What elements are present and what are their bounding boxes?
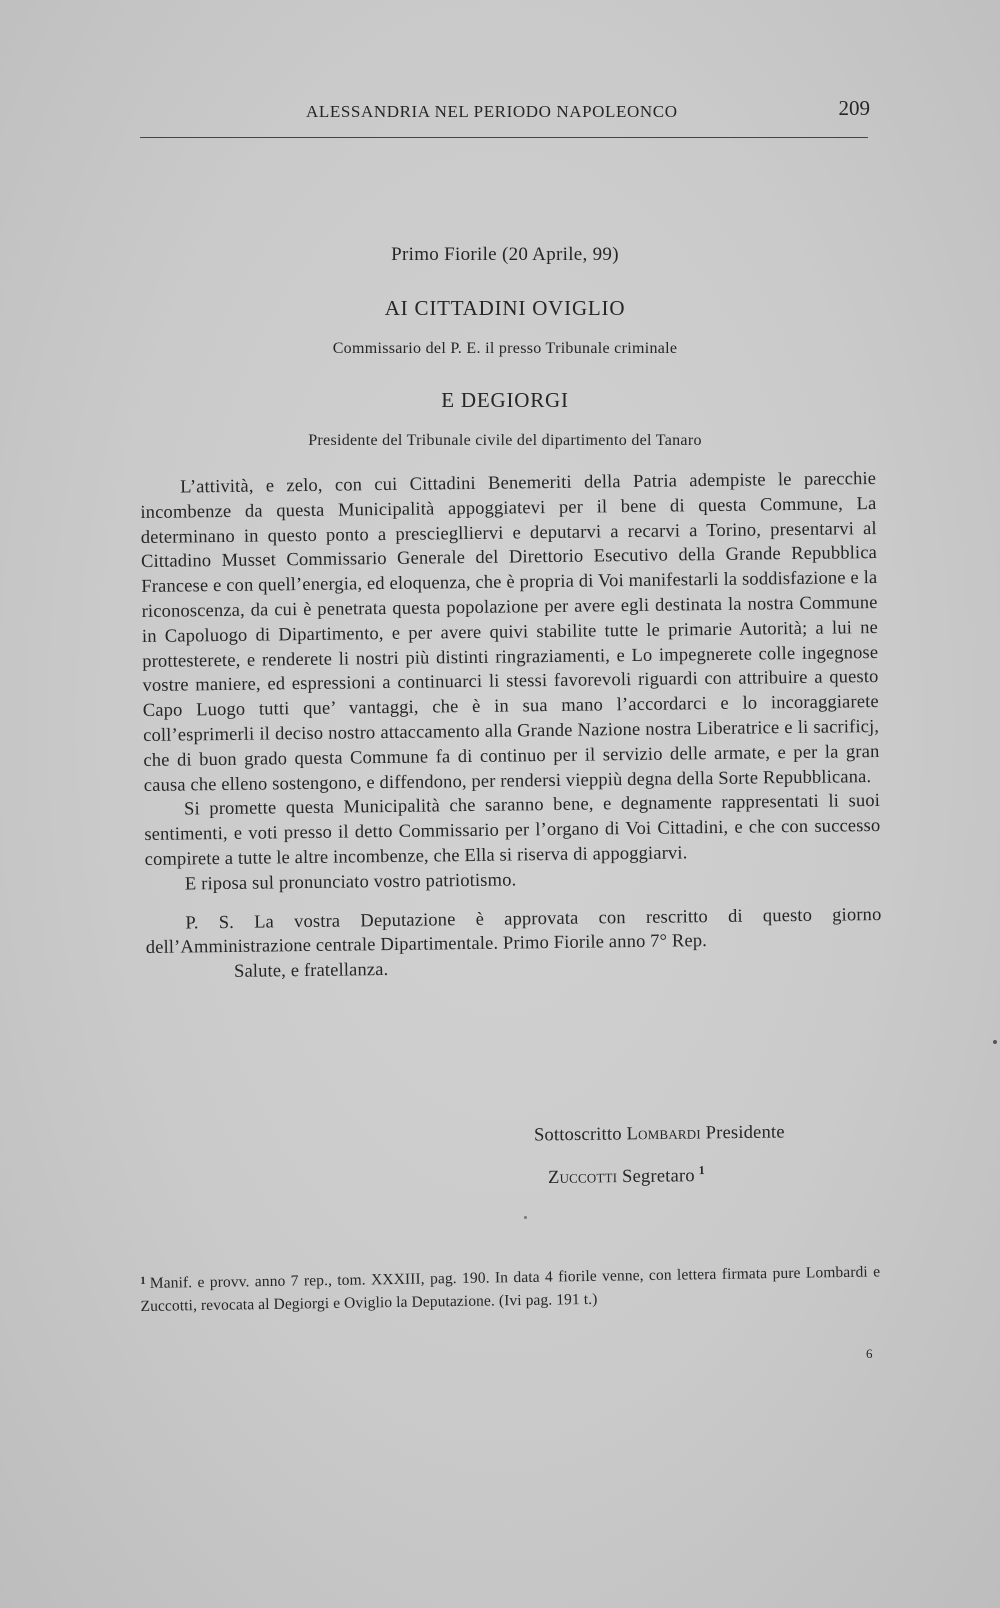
signature-name-secretary: Zuccotti — [547, 1167, 618, 1188]
signature-title-president: Presidente — [705, 1122, 785, 1144]
signature-prefix: Sottoscritto — [533, 1124, 622, 1146]
addressee-role-2: Presidente del Tribunale civile del dipartimento del Tanaro — [308, 432, 702, 449]
sheet-signature-mark: 6 — [866, 1346, 873, 1361]
running-title: ALESSANDRIA NEL PERIODO NAPOLEONCO — [306, 102, 678, 121]
header-rule — [140, 137, 868, 138]
footnote-reference: 1 — [698, 1163, 705, 1178]
letter-body — [140, 467, 882, 986]
addressee-role-1: Commissario del P. E. il presso Tribunale criminale — [332, 340, 678, 357]
footnote — [140, 1258, 881, 1318]
signature-name-president: Lombardi — [626, 1123, 701, 1145]
ink-speck — [993, 1040, 997, 1044]
signature-president — [534, 1122, 785, 1146]
body-paragraph-2: Si promette questa Municipalità che saranno bene, e degnamente rappresentati li suoi sentimenti, e voti presso il detto Commissario per l’organo di Voi Cittadini, e che con successo compirete a tutte le altre incombenze, che Ella si riserva di appoggiarvi. — [144, 791, 881, 870]
footnote-text: Manif. e provv. anno 7 rep., tom. XXXIII, pag. 190. In data 4 fiorile venne, con lettera firmata pure Lombardi e Zuccotti, revocata al Degiorgi e Oviglio la Deputazione. (Ivi pag. 191 t.) — [140, 1263, 881, 1315]
date-line: Primo Fiorile (20 Aprile, 99) — [391, 244, 619, 265]
body-paragraph-1: L’attività, e zelo, con cui Cittadini Benemeriti della Patria adempiste le parecchie incombenze da questa Municipalità appoggiatevi per il bene di questa Commune, La determinano in questo ponto a prescieglliervi e deputarvi a recarvi a Torino, presentarvi al Cittadino Musset Commissario Generale del Direttorio Esecutivo della Grande Repubblica Francese e con quell’energia, ed eloquenza, che è propria di Voi manifestarli la soddisfazione e la riconoscenza, da cui è penetrata questa popolazione per avere egli destinata la nostra Commune in Capoluogo di Dipartimento, e per avere quivi stabilite tutte le primarie Autorità; a lui ne prottesterete, e renderete li nostri più distinti ringraziamenti, e Lo impegnerete colle ingegnose vostre maniere, ed espressioni a continuarci li stessi favorevoli riguardi con attribuire a questo Capo Luogo tutti que’ vantaggi, che è in sua mano l’accordarci e lo incoraggiarete coll’esprimerli il deciso nostro attaccamento alla Grande Nazione nostra Liberatrice e li sacrificj, che di buon grado questa Commune fa di continuo per il servizio delle armate, e per la gran causa che elleno sostengono, e diffendono, per rendersi vieppiù degna della Sorte Repubblicana. — [140, 469, 880, 796]
signature-title-secretary: Segretaro — [621, 1166, 695, 1188]
running-head — [140, 96, 870, 126]
ink-speck — [524, 1216, 527, 1219]
postscript: P. S. La vostra Deputazione è approvata con rescritto di questo giorno dell’Amministrazione centrale Dipartimentale. Primo Fiorile anno 7° Rep. — [145, 904, 882, 959]
salute-line: Salute, e fratellanza. — [233, 960, 389, 983]
addressee-heading-1: AI CITTADINI OVIGLIO — [384, 296, 626, 320]
signature-secretary — [548, 1163, 705, 1189]
addressee-heading-2: E DEGIORGI — [441, 388, 569, 412]
page-number: 209 — [838, 96, 870, 120]
footnote-marker: 1 — [140, 1274, 146, 1287]
body-paragraph-3: E riposa sul pronunciato vostro patriotismo. — [184, 870, 517, 895]
